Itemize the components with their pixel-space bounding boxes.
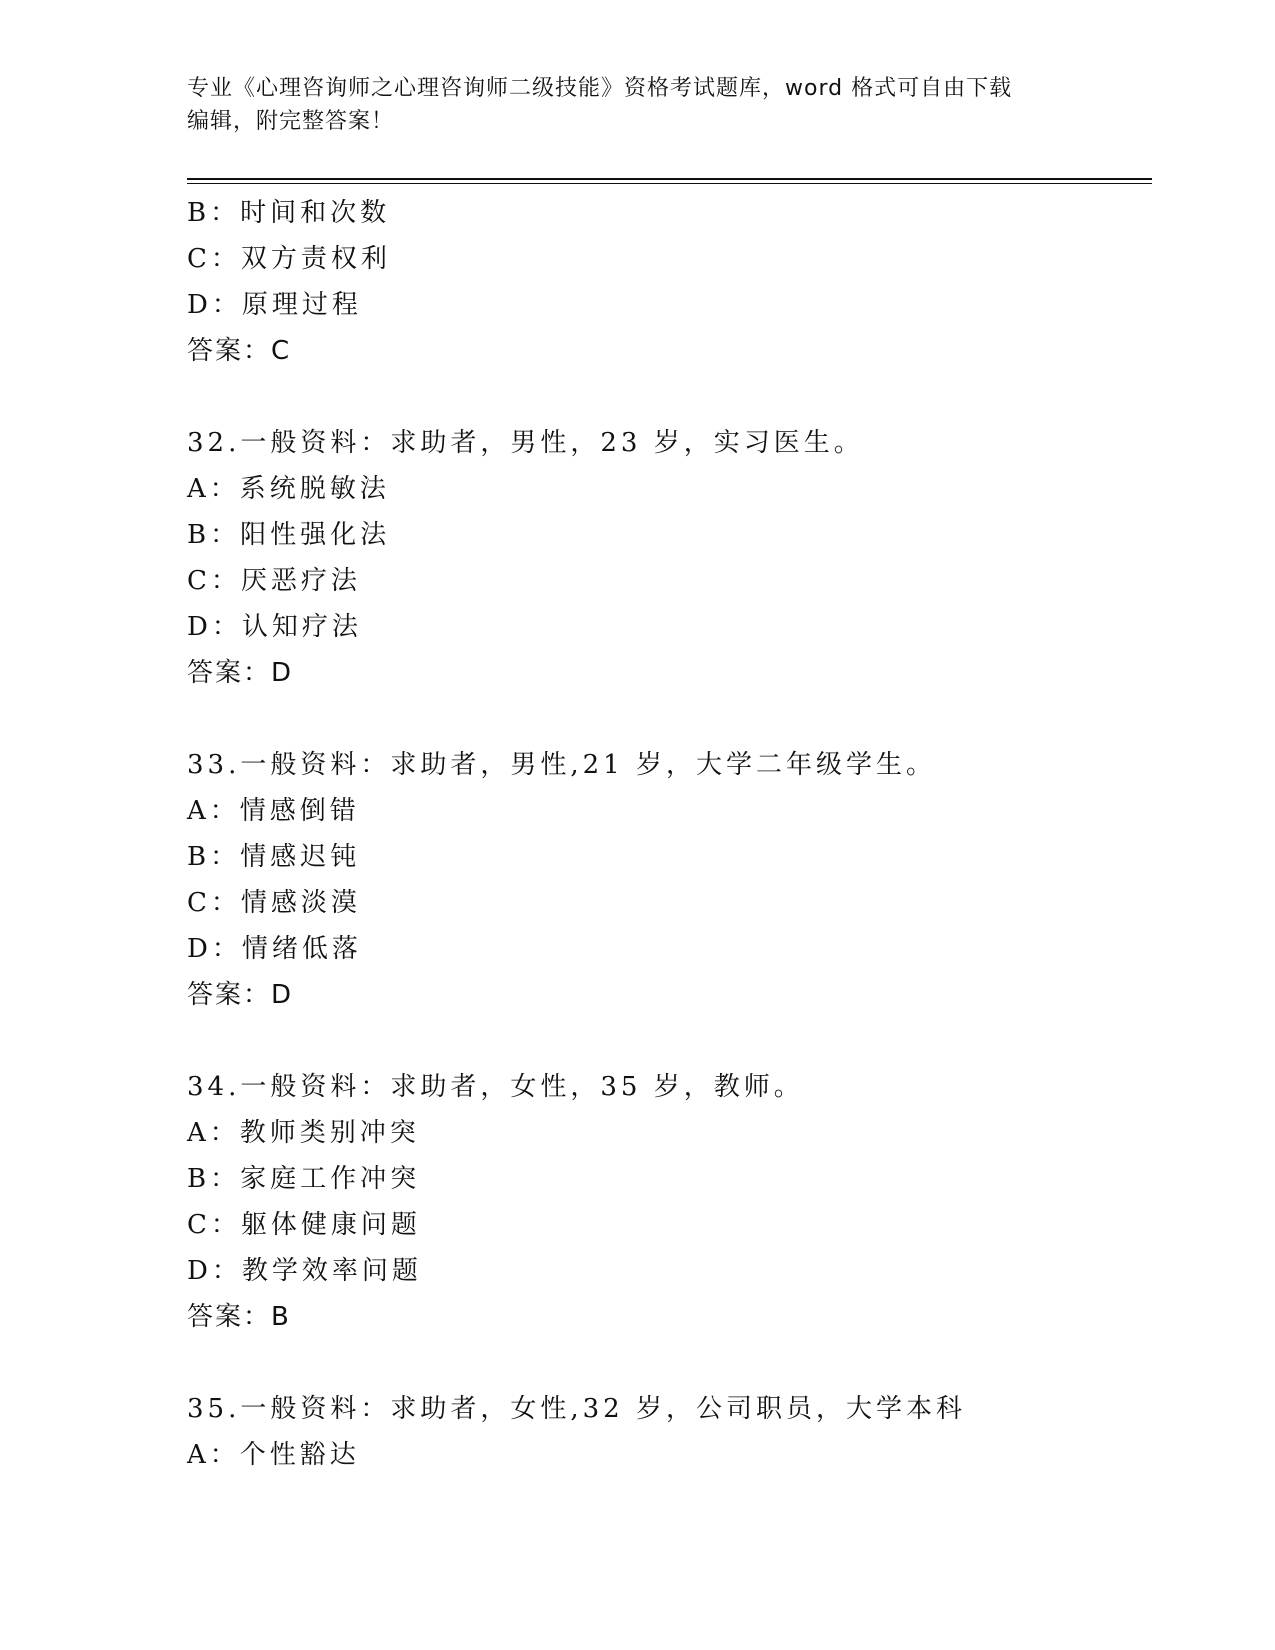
question-block	[187, 190, 1147, 374]
header-divider-thick	[187, 178, 1152, 180]
document-header	[187, 72, 1087, 138]
option-d: D：原理过程	[187, 290, 362, 320]
option-a: A：个性豁达	[187, 1440, 360, 1470]
answer: 答案：C	[187, 336, 292, 366]
question-stem: 35.一般资料：求助者，女性,32 岁，公司职员，大学本科	[187, 1394, 966, 1424]
question-block	[187, 742, 1147, 1018]
option-d: D：情绪低落	[187, 934, 362, 964]
option-c: C：厌恶疗法	[187, 566, 361, 596]
option-b: B：时间和次数	[187, 198, 391, 228]
question-stem: 32.一般资料：求助者，男性，23 岁，实习医生。	[187, 428, 864, 458]
option-a: A：情感倒错	[187, 796, 360, 826]
option-b: B：阳性强化法	[187, 520, 391, 550]
question-stem: 33.一般资料：求助者，男性,21 岁，大学二年级学生。	[187, 750, 936, 780]
option-c: C：躯体健康问题	[187, 1210, 421, 1240]
option-b: B：情感迟钝	[187, 842, 361, 872]
option-d: D：教学效率问题	[187, 1256, 422, 1286]
answer: 答案：B	[187, 1302, 291, 1332]
question-block	[187, 420, 1147, 696]
question-stem: 34.一般资料：求助者，女性，35 岁，教师。	[187, 1072, 804, 1102]
question-list	[187, 190, 1147, 1478]
option-c: C：情感淡漠	[187, 888, 361, 918]
option-a: A：系统脱敏法	[187, 474, 390, 504]
header-divider-thin	[187, 183, 1152, 184]
header-line-1: 专业《心理咨询师之心理咨询师二级技能》资格考试题库，word 格式可自由下载	[187, 76, 1013, 101]
header-line-2: 编辑，附完整答案！	[187, 109, 395, 134]
option-d: D：认知疗法	[187, 612, 362, 642]
option-a: A：教师类别冲突	[187, 1118, 420, 1148]
answer: 答案：D	[187, 658, 294, 688]
option-c: C：双方责权利	[187, 244, 391, 274]
option-b: B：家庭工作冲突	[187, 1164, 421, 1194]
question-block	[187, 1064, 1147, 1340]
question-block	[187, 1386, 1147, 1478]
answer: 答案：D	[187, 980, 294, 1010]
